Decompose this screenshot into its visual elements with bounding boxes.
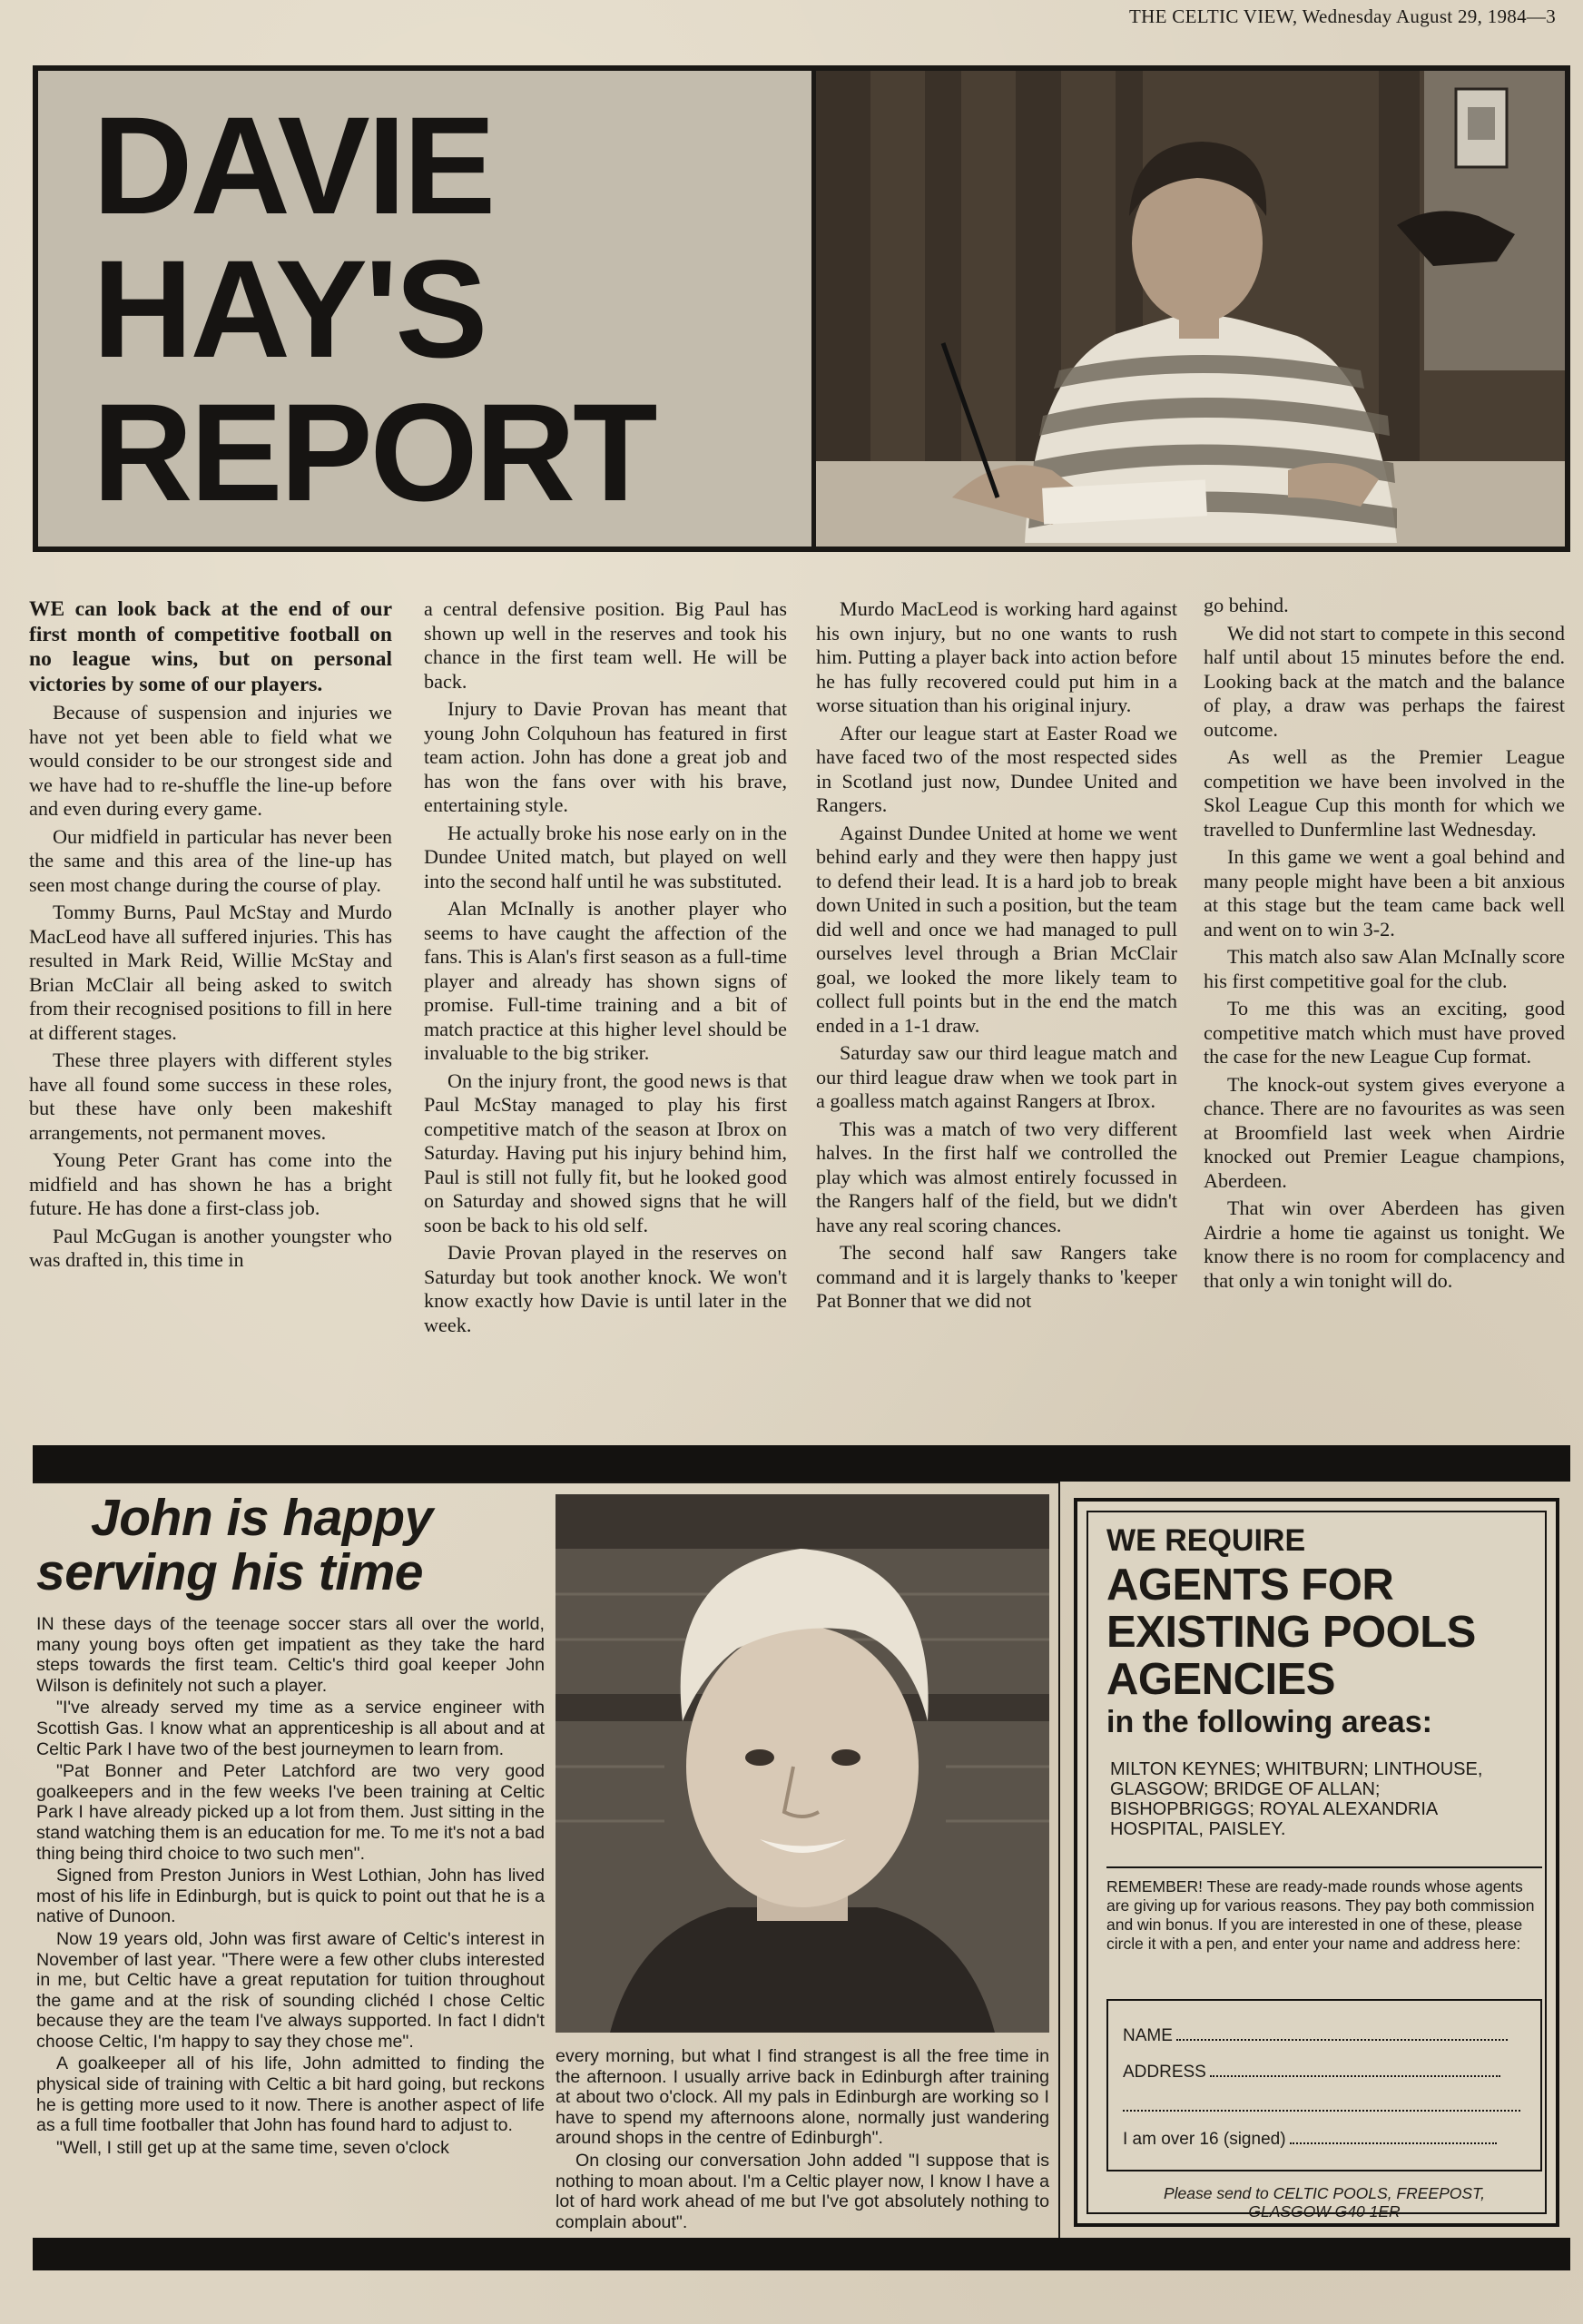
advert-reply-form — [1106, 1999, 1542, 2171]
article-paragraph: The knock-out system gives everyone a chance. There are no favourites as was seen at Broomfield last week when Airdrie knocked out Premier League champions, Aberdeen. — [1204, 1072, 1565, 1192]
article-lead: WE can look back at the end of our first month of competitive football on no league wins, but on personal victories by some of our players. — [29, 597, 392, 696]
form-address-label: ADDRESS — [1123, 2063, 1206, 2082]
article-paragraph: Against Dundee United at home we went behind early and they were then happy just to defend their lead. It is a hard job to break down United in such a position, but the team did well and once we had managed to pull ourselves level through a Brian McClair goal, we looked the more likely team to collect full points but in the end the match ended in a 1-1 draw. — [816, 821, 1177, 1037]
article-paragraph: After our league start at Easter Road we have faced two of the most respected sides in Scotland just now, Dundee United and Rangers. — [816, 721, 1177, 816]
advert-send-line: Please send to CELTIC POOLS, FREEPOST, — [1163, 2184, 1486, 2202]
manager-photo-graphic — [816, 71, 1565, 547]
article-column-2 — [424, 597, 787, 1341]
story2-headline — [36, 1491, 545, 1600]
advert-areas — [1110, 1759, 1537, 1839]
story2-paragraph: "I've already served my time as a service engineer with Scottish Gas. I know what an apprenticeship is all about and at Celtic Park I have two of the best journeymen to learn from. — [36, 1698, 545, 1759]
advert-rule — [1106, 1866, 1542, 1868]
advert-frame — [1086, 1511, 1547, 2221]
advert-send-to — [1106, 2184, 1542, 2221]
form-address-row-2 — [1123, 2097, 1520, 2117]
bottom-bar — [33, 2238, 1570, 2270]
advert-headline-line: EXISTING POOLS — [1106, 1608, 1476, 1657]
article-paragraph: To me this was an exciting, good competitive match which must have proved the case for the new League Cup format. — [1204, 997, 1565, 1068]
advert-following: in the following areas: — [1106, 1705, 1432, 1739]
article-paragraph: Because of suspension and injuries we have not yet been able to field what we would consider to be our strongest side and we have had to re-shuffle the line-up before and even during every game. — [29, 701, 392, 820]
running-head: THE CELTIC VIEW, Wednesday August 29, 1984—3 — [1129, 5, 1556, 27]
article-paragraph: These three players with different styles have all found some success in these roles, but these have only been makeshift arrangements, not permanent moves. — [29, 1049, 392, 1144]
player-photo — [556, 1494, 1049, 2033]
advert-headline — [1106, 1561, 1476, 1703]
article-paragraph: Our midfield in particular has never been the same and this area of the line-up has seen most change during the course of play. — [29, 824, 392, 896]
headline-panel — [38, 71, 816, 547]
advert-send-line: GLASGOW G40 1ER — [1248, 2202, 1401, 2221]
advert-we-require: WE REQUIRE — [1106, 1523, 1306, 1558]
masthead — [33, 65, 1570, 552]
form-address-line[interactable] — [1210, 2063, 1500, 2077]
article-paragraph: Saturday saw our third league match and our third league draw when we took part in a goalless match against Rangers at Ibrox. — [816, 1041, 1177, 1112]
form-name-label: NAME — [1123, 2026, 1173, 2045]
article-paragraph: Davie Provan played in the reserves on Saturday but took another knock. We won't know exactly how Davie is until later in the week. — [424, 1241, 787, 1336]
headline-line: REPORT — [93, 375, 655, 530]
article-column-4 — [1204, 594, 1565, 1296]
article-column-3 — [816, 597, 1177, 1317]
article-paragraph: Young Peter Grant has come into the midfield and has shown he has a bright future. He has done a first-class job. — [29, 1148, 392, 1219]
advert-note: REMEMBER! These are ready-made rounds whose agents are giving up for various reasons. They pay both commission and win bonus. If you are interested in one of these, please circle it with a pen, and enter your name and address here: — [1106, 1877, 1535, 1953]
story2-paragraph: every morning, but what I find strangest is all the free time in the afternoon. I usually arrive back in Edinburgh after training at about two o'clock. All my pals in Edinburgh are working so I have to spend my afternoons alone, normally just wandering around shops in the centre of Edinburgh". — [556, 2046, 1049, 2149]
story2-paragraph: A goalkeeper all of his life, John admitted to finding the physical side of training with Celtic a bit hard going, but reckons he is getting more used to it now. There is another aspect of life as a full time footballer that John has found hard to adjust to. — [36, 2053, 545, 2136]
article-column-1 — [29, 597, 392, 1276]
article-paragraph: In this game we went a goal behind and many people might have been a bit anxious at this stage but the team came back well and went on to win 3-2. — [1204, 845, 1565, 940]
article-paragraph: go behind. — [1204, 594, 1289, 616]
article-paragraph: This was a match of two very different halves. In the first half we controlled the play which was almost entirely focussed in the Rangers half of the field, but we didn't have any real scoring chances. — [816, 1117, 1177, 1236]
article-paragraph: We did not start to compete in this second half until about 15 minutes before the end. Looking back at the match and the balance of play, a draw was perhaps the fairest outcome. — [1204, 621, 1565, 741]
story2-paragraph: Signed from Preston Juniors in West Lothian, John has lived most of his life in Edinburgh, but is quick to point out that he is a native of Dunoon. — [36, 1866, 545, 1927]
article-paragraph: Murdo MacLeod is working hard against his own injury, but no one wants to rush him. Putting a player back into action before he has fully recovered could put him in a worse situation than his original injury. — [816, 597, 1177, 716]
form-age-label: I am over 16 (signed) — [1123, 2130, 1286, 2149]
story2-paragraph: "Well, I still get up at the same time, seven o'clock — [56, 2137, 449, 2158]
thin-rule — [33, 1482, 1058, 1483]
article-paragraph: Tommy Burns, Paul McStay and Murdo MacLeod have all suffered injuries. This has resulted in Mark Reid, Willie McStay and Brian McClair all being asked to switch from their recognised positions to fill in here at different stages. — [29, 901, 392, 1044]
article-paragraph: He actually broke his nose early on in the Dundee United match, but played on well into the second half until he was substituted. — [424, 821, 787, 892]
advert-area-line: MILTON KEYNES; WHITBURN; LINTHOUSE, — [1110, 1759, 1483, 1779]
article-paragraph: As well as the Premier League competition we have been involved in the Skol League Cup this month for which we travelled to Dunfermline last Wednesday. — [1204, 745, 1565, 841]
story2-column-2 — [556, 2046, 1049, 2234]
article-paragraph: The second half saw Rangers take command and it is largely thanks to 'keeper Pat Bonner that we did not — [816, 1241, 1177, 1312]
player-photo-graphic — [556, 1494, 1049, 2033]
form-signature-line[interactable] — [1290, 2130, 1497, 2144]
article-paragraph: Paul McGugan is another youngster who was drafted in, this time in — [29, 1224, 392, 1271]
advert-area-line: GLASGOW; BRIDGE OF ALLAN; — [1110, 1779, 1381, 1799]
article-paragraph: Alan McInally is another player who seems to have caught the affection of the fans. This is Alan's first season as a full-time player and already has shown signs of promise. Full-time training and a bit of match practice at this higher level should be invaluable to the big striker. — [424, 897, 787, 1064]
story2-paragraph: Now 19 years old, John was first aware of Celtic's interest in November of last year. "There were a few other clubs interested in me, but Celtic have a great reputation for tuition throughout the game and at the risk of sounding clichéd I chose Celtic because they are the team I've always supported. In fact I didn't choose Celtic, I'm happy to say they chose me". — [36, 1928, 545, 2052]
form-age-row — [1123, 2130, 1497, 2150]
story2-paragraph: IN these days of the teenage soccer stars all over the world, many young boys often get impatient as they take the hard steps towards the first team. Celtic's third goal keeper John Wilson is definitely not such a player. — [36, 1614, 545, 1696]
headline-line: DAVIE — [93, 88, 494, 243]
article-paragraph: This match also saw Alan McInally score his first competitive goal for the club. — [1204, 945, 1565, 992]
pools-agents-advert — [1074, 1498, 1559, 2227]
story2-column-1 — [36, 1614, 545, 2160]
manager-photo — [816, 71, 1565, 547]
article-paragraph: Injury to Davie Provan has meant that young John Colquhoun has featured in first team action. John has done a great job and has won the fans over with his brave, entertaining style. — [424, 697, 787, 816]
article-paragraph: a central defensive position. Big Paul has shown up well in the reserves and took his chance in the first team well. He will be back. — [424, 597, 787, 693]
form-name-row — [1123, 2026, 1508, 2046]
article-paragraph: That win over Aberdeen has given Airdrie a home tie against us tonight. We know there is no room for complacency and that only a win tonight will do. — [1204, 1196, 1565, 1292]
headline-line: HAY'S — [93, 231, 486, 387]
advert-headline-line: AGENCIES — [1106, 1655, 1335, 1704]
form-name-line[interactable] — [1176, 2026, 1508, 2041]
story2-headline-line: John is happy — [91, 1489, 433, 1547]
story2-paragraph: "Pat Bonner and Peter Latchford are two very good goalkeepers and in the few weeks I've been training at Celtic Park I have already picked up a lot from them. Just sitting in the stand watching them is an education for me. To me it's not a bad thing being third choice to two such men". — [36, 1761, 545, 1864]
story2-headline-line: serving his time — [36, 1543, 423, 1601]
article-paragraph: On the injury front, the good news is that Paul McStay managed to play his first competitive match of the season at Ibrox on Saturday. Having put his injury behind him, Paul is still not fully fit, but he looked good on Saturday and showed signs that he will soon be back to his old self. — [424, 1068, 787, 1236]
headline — [93, 88, 655, 530]
vertical-rule — [1058, 1482, 1060, 2239]
advert-area-line: BISHOPBRIGGS; ROYAL ALEXANDRIA — [1110, 1799, 1439, 1819]
advert-headline-line: AGENTS FOR — [1106, 1561, 1394, 1610]
section-divider-bar — [33, 1445, 1570, 1482]
form-address-row — [1123, 2063, 1500, 2083]
story2-paragraph: On closing our conversation John added "I suppose that is nothing to moan about. I'm a Celtic player now, I know I have a lot of hard work ahead of me but I've got absolutely nothing to complain about". — [556, 2150, 1049, 2232]
advert-area-line: HOSPITAL, PAISLEY. — [1110, 1819, 1286, 1839]
form-address-line-2[interactable] — [1123, 2097, 1520, 2112]
